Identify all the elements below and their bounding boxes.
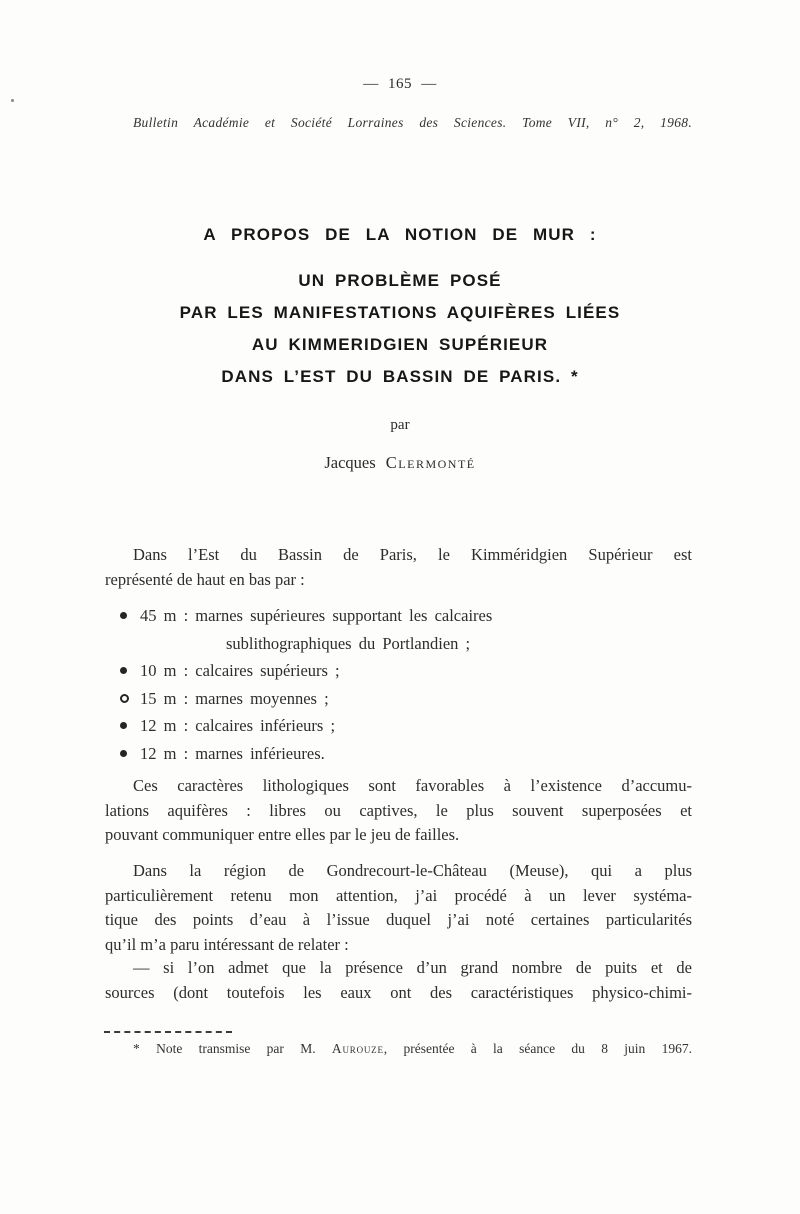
journal-citation-line: Bulletin Académie et Société Lorraines des Sciences. Tome VII, n° 2, 1968. — [133, 115, 692, 130]
list-item — [120, 712, 680, 740]
list-item — [120, 740, 680, 768]
list-item — [120, 685, 680, 713]
list-item-text: 45 m : marnes supérieures supportant les calcaires — [140, 606, 493, 625]
title-line-3: PAR LES MANIFESTATIONS AQUIFÈRES LIÉES — [179, 303, 621, 322]
paragraph-line: tique des points d’eau à l’issue duquel j’ai noté certaines particularités — [105, 910, 692, 929]
list-item — [120, 602, 680, 657]
bullet-dot-icon — [120, 612, 127, 619]
paragraph-line: Dans l’Est du Bassin de Paris, le Kimméridgien Supérieur est — [133, 545, 692, 564]
footnote-text-post: , présentée à la séance du 8 juin 1967. — [383, 1041, 692, 1056]
paragraph-puits — [105, 956, 692, 1005]
list-item-text: 12 m : marnes inférieures. — [140, 743, 325, 763]
lithology-list — [120, 602, 680, 767]
footnote — [105, 1039, 692, 1059]
paragraph-region — [105, 859, 692, 957]
article-title — [0, 219, 800, 393]
list-item-text: 12 m : calcaires inférieurs ; — [140, 716, 336, 735]
author-first-name: Jacques — [324, 453, 376, 472]
footnote-author-name: Aurouze — [331, 1041, 384, 1056]
paragraph-line: pouvant communiquer entre elles par le jeu de failles. — [105, 825, 460, 844]
list-item — [120, 657, 680, 685]
bullet-dot-icon — [120, 667, 127, 674]
list-item-text: 10 m : calcaires supérieurs ; — [140, 661, 340, 680]
bullet-dot-icon — [120, 750, 127, 757]
paragraph-line: particulièrement retenu mon attention, j’ai procédé à un lever systéma- — [105, 885, 692, 905]
scan-speck-artifact — [11, 99, 14, 102]
paragraph-line: — si l’on admet que la présence d’un grand nombre de puits et de — [133, 958, 692, 977]
footnote-separator-rule — [104, 1031, 232, 1033]
list-item-text-continued: sublithographiques du Portlandien ; — [226, 633, 471, 653]
byline-par: par — [390, 417, 410, 433]
bullet-dot-icon — [120, 722, 127, 729]
title-line-2: UN PROBLÈME POSÉ — [298, 271, 502, 290]
paragraph-line: Ces caractères lithologiques sont favorables à l’existence d’accumu- — [133, 776, 692, 795]
author-last-name: Clermonté — [385, 453, 476, 472]
page-number: — 165 — — [363, 76, 437, 92]
paragraph-lithologic — [105, 774, 692, 848]
paragraph-line: Dans la région de Gondrecourt-le-Château (Meuse), qui a plus — [133, 861, 692, 880]
paragraph-line: lations aquifères : libres ou captives, le plus souvent superposées et — [105, 800, 692, 820]
paragraph-line: sources (dont toutefois les eaux ont des caractéristiques physico-chimi- — [105, 982, 692, 1002]
title-line-4: AU KIMMERIDGIEN SUPÉRIEUR — [251, 335, 549, 354]
paragraph-line: représenté de haut en bas par : — [105, 569, 305, 589]
footnote-text-pre: * Note transmise par M. — [133, 1041, 332, 1056]
title-line-1: A PROPOS DE LA NOTION DE MUR : — [203, 225, 597, 244]
paragraph-intro — [105, 543, 692, 592]
bullet-ring-icon — [120, 694, 129, 703]
author-name — [0, 453, 800, 473]
paragraph-line: qu’il m’a paru intéressant de relater : — [105, 934, 349, 954]
list-item-text: 15 m : marnes moyennes ; — [140, 688, 329, 708]
title-line-5: DANS L’EST DU BASSIN DE PARIS. * — [221, 367, 579, 386]
